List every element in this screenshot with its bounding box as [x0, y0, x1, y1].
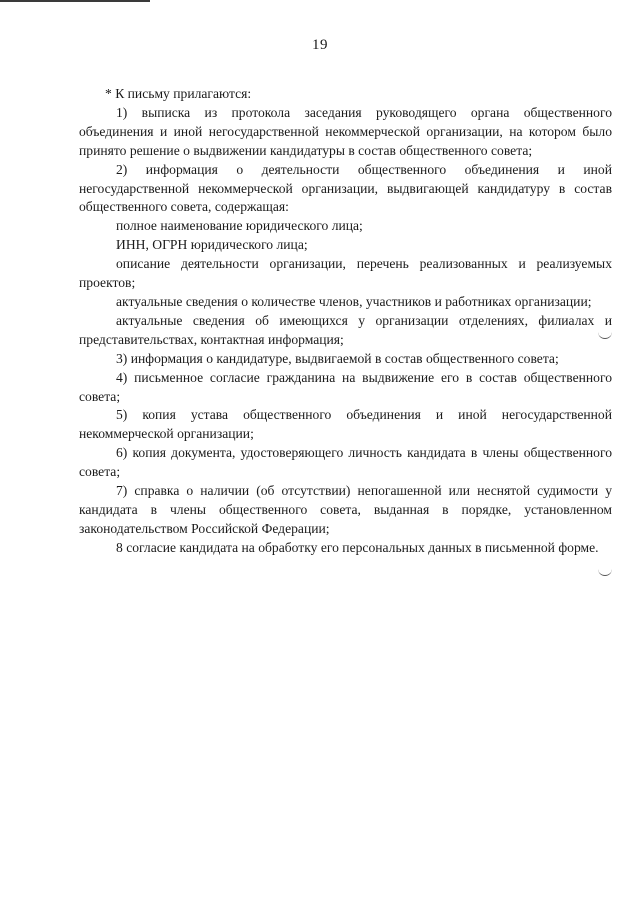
document-body: [79, 85, 612, 558]
list-item: 8 согласие кандидата на обработку его персональных данных в письменной форме.: [116, 539, 599, 555]
attachments-heading: * К письму прилагаются:: [105, 86, 252, 101]
page-number: 19: [312, 37, 328, 53]
list-item: 7) справка о наличии (об отсутствии) непогашенной или неснятой судимости у кандидата в члены общественного совета, выданная в порядке, установленном законодательством Российской Федерации;: [79, 483, 612, 536]
list-item: 2) информация о деятельности общественного объединения и иной негосударственной некоммерческой организации, выдвигающей кандидатуру в состав общественного совета, содержащая:: [79, 161, 612, 215]
sub-list-item: актуальные сведения об имеющихся у организации отделениях, филиалах и представительствах, контактная информация;: [79, 312, 612, 347]
list-item: 6) копия документа, удостоверяющего личность кандидата в члены общественного совета;: [79, 445, 612, 480]
sub-list-item: актуальные сведения о количестве членов, участников и работниках организации;: [116, 293, 592, 309]
list-item: 4) письменное согласие гражданина на выдвижение его в состав общественного совета;: [79, 369, 612, 404]
sub-list-item: ИНН, ОГРН юридического лица;: [116, 237, 308, 253]
list-item: 1) выписка из протокола заседания руководящего органа общественного объединения и иной негосударственной некоммерческой организации, на котором было принято решение о выдвижении кандидатуры в состав общественного совета;: [79, 104, 612, 158]
sub-list-item: полное наименование юридического лица;: [116, 218, 363, 234]
list-item: 5) копия устава общественного объединения и иной негосударственной некоммерческой организации;: [79, 407, 612, 442]
scan-edge-line: [0, 0, 150, 2]
margin-mark: [598, 569, 612, 576]
list-item: 3) информация о кандидатуре, выдвигаемой в состав общественного совета;: [116, 350, 559, 366]
sub-list-item: описание деятельности организации, перечень реализованных и реализуемых проектов;: [79, 256, 612, 291]
